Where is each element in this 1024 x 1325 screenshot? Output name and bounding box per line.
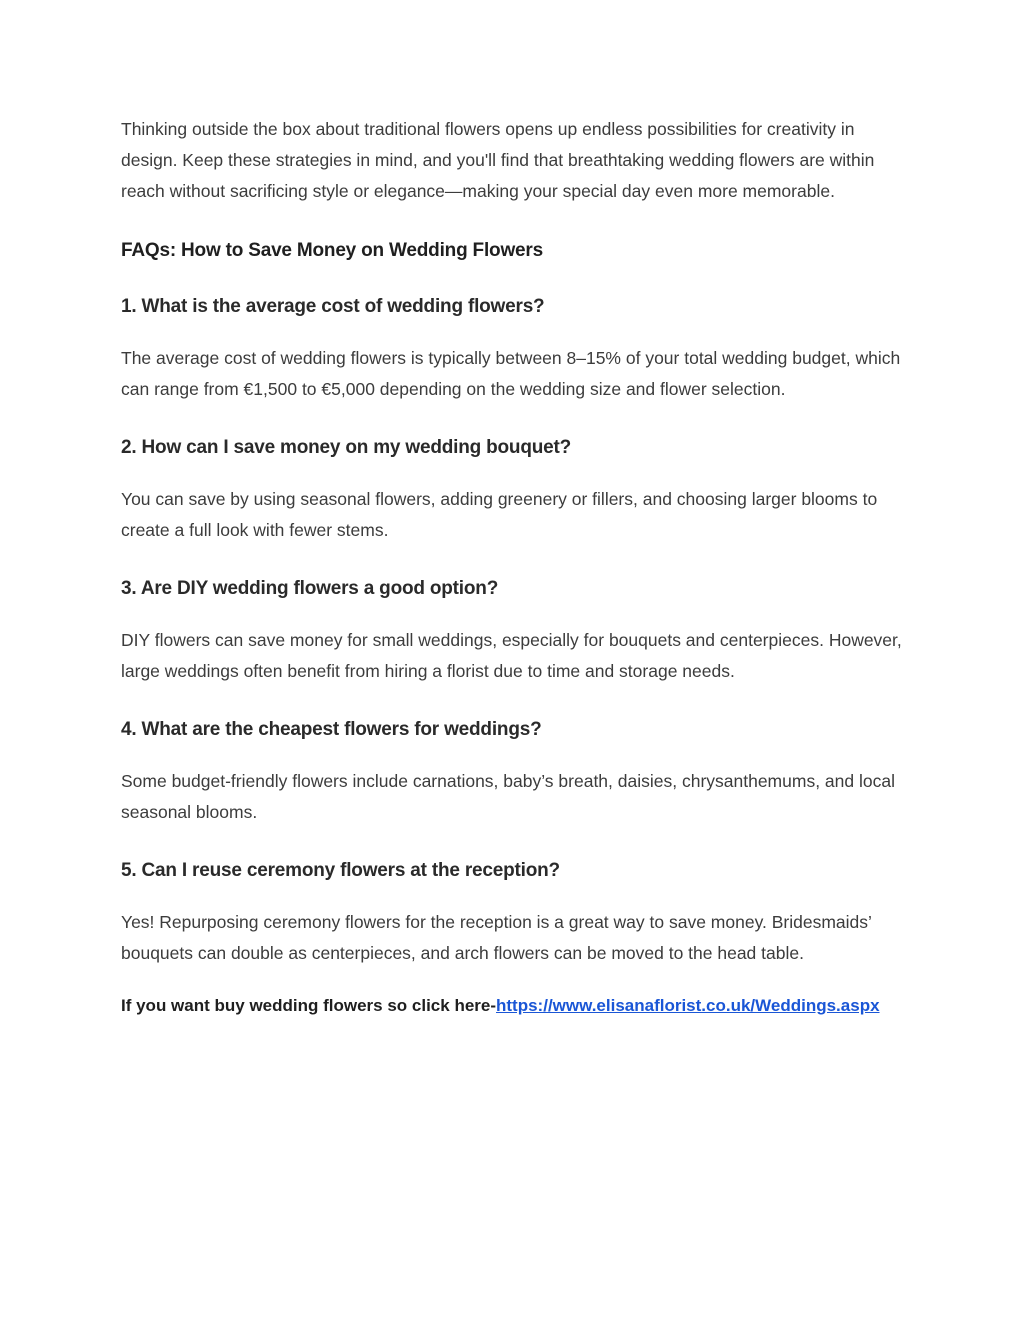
document-page: [121, 114, 911, 1019]
intro-paragraph: Thinking outside the box about traditional flowers opens up endless possibilities for creativity in design. Keep these strategies in mind, and you'll find that breathtaking wedding flowers are within reach without sacrificing style or elegance—making your special day even more memorable.: [121, 119, 875, 201]
faq-item: [121, 435, 911, 546]
faq-answer: You can save by using seasonal flowers, adding greenery or fillers, and choosing larger blooms to create a full look with fewer stems.: [121, 489, 878, 540]
faq-answer: Some budget-friendly flowers include carnations, baby’s breath, daisies, chrysanthemums, and local seasonal blooms.: [121, 771, 895, 822]
faq-answer: The average cost of wedding flowers is typically between 8–15% of your total wedding budget, which can range from €1,500 to €5,000 depending on the wedding size and flower selection.: [121, 348, 901, 399]
faq-question: 1. What is the average cost of wedding flowers?: [121, 296, 545, 317]
faq-item: [121, 294, 911, 405]
faq-answer: Yes! Repurposing ceremony flowers for the reception is a great way to save money. Bridesmaids’ bouquets can double as centerpieces, and arch flowers can be moved to the head table.: [121, 912, 872, 963]
faq-question: 3. Are DIY wedding flowers a good option?: [121, 578, 499, 599]
faq-question: 4. What are the cheapest flowers for weddings?: [121, 719, 542, 740]
faq-section-title: FAQs: How to Save Money on Wedding Flowers: [121, 240, 543, 261]
faq-answer: DIY flowers can save money for small weddings, especially for bouquets and centerpieces. However, large weddings often benefit from hiring a florist due to time and storage needs.: [121, 630, 902, 681]
faq-item: [121, 717, 911, 828]
cta-text: If you want buy wedding flowers so click here-: [121, 996, 497, 1015]
faq-question: 2. How can I save money on my wedding bouquet?: [121, 437, 572, 458]
cta-line: [121, 993, 911, 1019]
faq-item: [121, 858, 911, 969]
weddings-link[interactable]: https://www.elisanaflorist.co.uk/Weddings.aspx: [496, 996, 880, 1015]
faq-item: [121, 576, 911, 687]
faq-question: 5. Can I reuse ceremony flowers at the reception?: [121, 860, 560, 881]
